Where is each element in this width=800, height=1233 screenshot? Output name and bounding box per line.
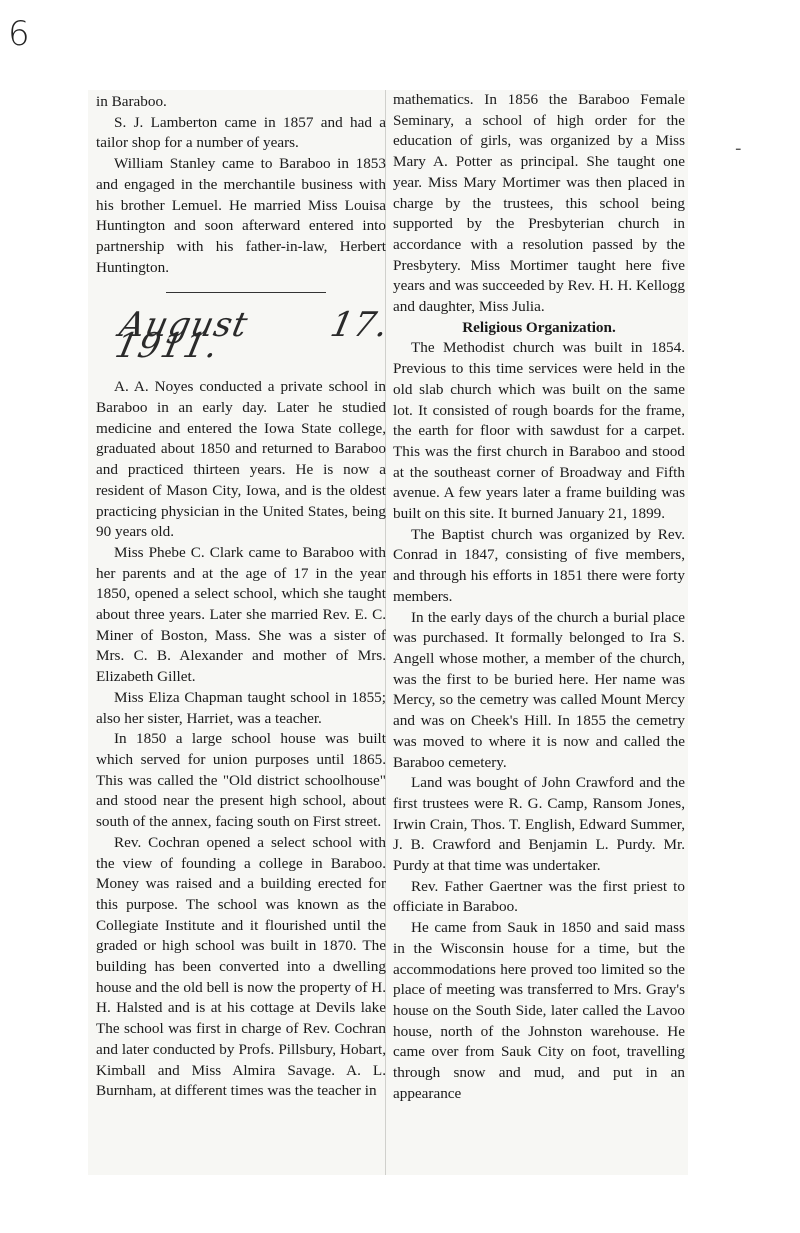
left-paragraph-2: S. J. Lamberton came in 1857 and had a tailor shop for a number of years.	[96, 113, 386, 152]
left-paragraph-1: in Baraboo.	[96, 93, 167, 110]
handwritten-date-text: August 17. 1911.	[111, 305, 393, 367]
left-paragraph-6: Miss Eliza Chapman taught school in 1855; also her sister, Harriet, was a teacher.	[96, 688, 386, 727]
left-column	[96, 92, 393, 1102]
page-number: 6	[8, 14, 30, 54]
left-paragraph-5: Miss Phebe C. Clark came to Baraboo with her parents and at the age of 17 in the year 1850, opened a select school, which she taught about three years. Later she married Rev. E. C. Miner of Boston, Mass. She was a sister of Mrs. C. B. Alexander and mother of Mrs. Elizabeth Gillet.	[96, 543, 386, 686]
margin-mark-right: -	[735, 138, 742, 159]
newspaper-clipping	[88, 90, 688, 1175]
right-paragraph-2: The Methodist church was built in 1854. Previous to this time services were held in the old slab church which was built on the same lot. It consisted of rough boards for the frame, the earth for floor with sawdust for a carpet. This was the first church in Baraboo and stood at the southeast corner of Broadway and Fifth avenue. A few years later a frame building was built on this site. It burned January 21, 1899.	[393, 339, 685, 523]
right-paragraph-1: mathematics. In 1856 the Baraboo Female Seminary, a school of high order for the education of girls, was organized by a Miss Mary A. Potter as principal. She taught one year. Miss Mary Mortimer was then placed in charge by the trustees, this school being supported by the Presbyterian church in accordance with a resolution passed by the Presbytery. Miss Mortimer taught here five years and was succeeded by Rev. H. H. Kellogg and daughter, Miss Julia.	[393, 91, 685, 316]
right-paragraph-7: He came from Sauk in 1850 and said mass in the Wisconsin house for a time, but the accommodations here proved too limited so the place of meeting was transferred to Mrs. Gray's house on the South Side, later called the Lavoo house, north of the Johnston warehouse. He came over from Sauk City on foot, travelling through snow and mud, and put in an appearance	[393, 919, 685, 1102]
right-paragraph-5: Land was bought of John Crawford and the first trustees were R. G. Camp, Ransom Jones, Irwin Crain, Thos. T. English, Edward Summer, J. B. Crawford and Benjamin L. Purdy. Mr. Purdy at that time was undertaker.	[393, 774, 685, 875]
left-paragraph-3: William Stanley came to Baraboo in 1853 and engaged in the merchantile business with his brother Lemuel. He married Miss Louisa Huntington and soon afterward entered into partnership with his father-in-law, Herbert Huntington.	[96, 155, 386, 276]
handwritten-date	[96, 293, 393, 371]
right-paragraph-6: Rev. Father Gaertner was the first priest to officiate in Baraboo.	[393, 877, 685, 916]
left-paragraph-7: In 1850 a large school house was built which served for union purposes until 1865. This was called the "Old district schoolhouse" and stood near the present high school, about south of the annex, facing south on First street.	[96, 730, 386, 831]
right-column	[393, 90, 685, 1104]
section-heading: Religious Organization.	[462, 318, 616, 336]
right-paragraph-4: In the early days of the church a burial place was purchased. It formally belonged to Ira S. Angell whose mother, a member of the church, was the first to be buried here. Her name was Mercy, so the cemetry was called Mount Mercy and was on Cheek's Hill. In 1855 the cemetry was moved to where it is now and called the Baraboo cemetery.	[393, 608, 685, 771]
left-paragraph-4: A. A. Noyes conducted a private school in Baraboo in an early day. Later he studied medicine and entered the Iowa State college, graduated about 1850 and returned to Baraboo and practiced thirteen years. He is now a resident of Mason City, Iowa, and is the oldest practicing physician in the United States, being 90 years old.	[96, 378, 386, 541]
right-paragraph-3: The Baptist church was organized by Rev. Conrad in 1847, consisting of five members, and through his efforts in 1851 there were forty members.	[393, 525, 685, 605]
left-paragraph-8: Rev. Cochran opened a select school with the view of founding a college in Baraboo. Money was raised and a building erected for this purpose. The school was known as the Collegiate Institute and it flourished until the graded or high school was built in 1870. The building has been converted into a dwelling house and the old bell is now the property of H. H. Halsted and is at his cottage at Devils lake The school was first in charge of Rev. Cochran and later conducted by Profs. Pillsbury, Hobart, Kimball and Miss Almira Savage. A. L. Burnham, at different times was the teacher in	[96, 833, 386, 1100]
